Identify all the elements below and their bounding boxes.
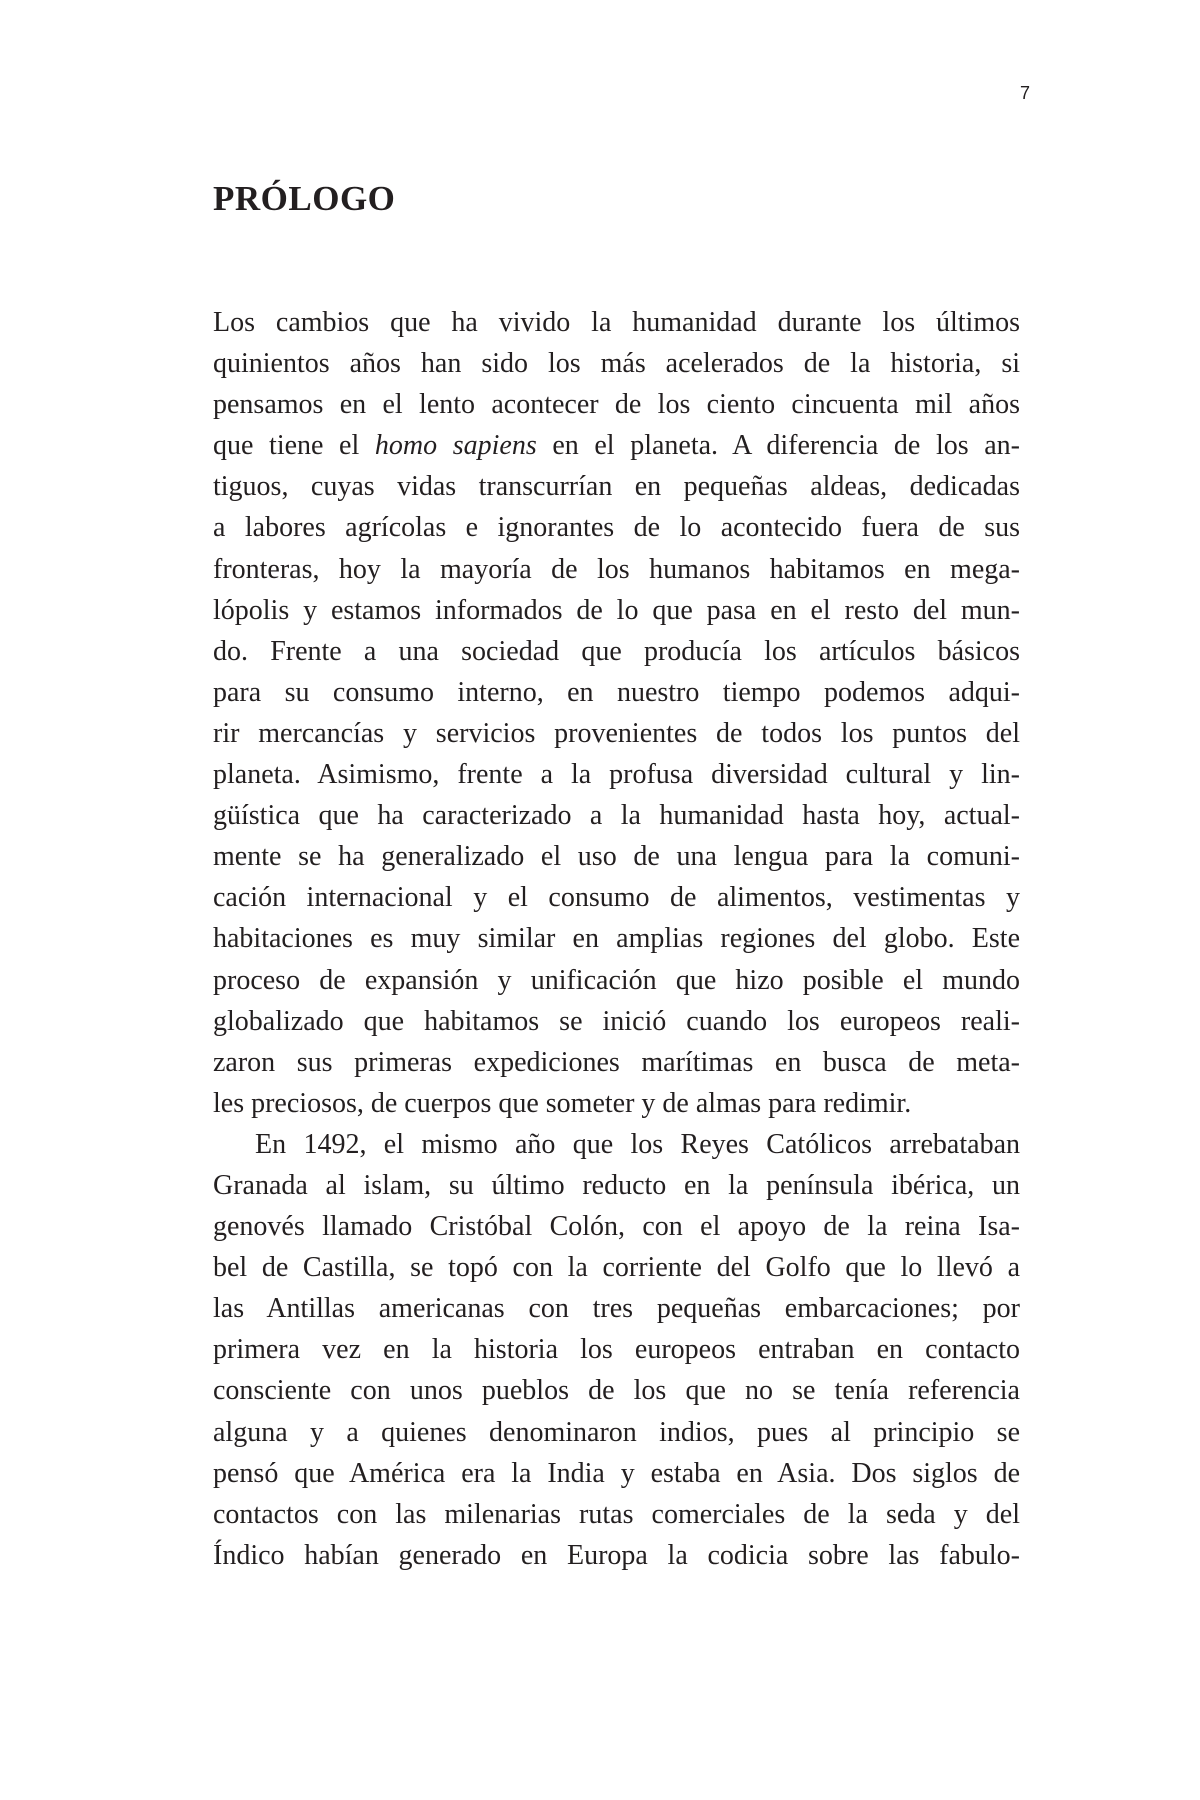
text-line: quinientos años han sido los más acelerados de la historia, si [213, 348, 1020, 380]
text-line: En 1492, el mismo año que los Reyes Católicos arrebataban [255, 1128, 1020, 1160]
text-line: zaron sus primeras expediciones marítimas en busca de meta- [213, 1046, 1020, 1078]
text-line: rir mercancías y servicios provenientes de todos los puntos del [213, 717, 1020, 749]
text-line: las Antillas americanas con tres pequeñas embarcaciones; por [213, 1293, 1020, 1325]
text-line: habitaciones es muy similar en amplias regiones del globo. Este [213, 923, 1020, 955]
text-line: güística que ha caracterizado a la humanidad hasta hoy, actual- [213, 800, 1020, 832]
text-line: cación internacional y el consumo de alimentos, vestimentas y [213, 882, 1020, 914]
body-text [213, 302, 1020, 1576]
text-segment: que tiene el [213, 430, 375, 462]
text-segment: en el planeta. A diferencia de los an- [536, 430, 1020, 462]
text-line: bel de Castilla, se topó con la corriente del Golfo que lo llevó a [213, 1252, 1020, 1284]
text-line: do. Frente a una sociedad que producía los artículos básicos [213, 635, 1020, 667]
text-line: consciente con unos pueblos de los que no se tenía referencia [213, 1375, 1020, 1407]
text-line: proceso de expansión y unificación que hizo posible el mundo [213, 964, 1020, 996]
text-line: les preciosos, de cuerpos que someter y de almas para redimir. [213, 1087, 912, 1119]
text-line: Los cambios que ha vivido la humanidad durante los últimos [213, 307, 1020, 338]
text-line: globalizado que habitamos se inició cuando los europeos reali- [213, 1005, 1020, 1037]
chapter-heading: PRÓLOGO [213, 179, 396, 218]
text-line: para su consumo interno, en nuestro tiempo podemos adqui- [213, 676, 1020, 708]
text-line: a labores agrícolas e ignorantes de lo acontecido fuera de sus [213, 512, 1020, 544]
italic-term: homo sapiens [374, 430, 537, 462]
text-line: contactos con las milenarias rutas comerciales de la seda y del [213, 1498, 1020, 1530]
text-line: pensamos en el lento acontecer de los ciento cincuenta mil años [213, 389, 1020, 421]
text-line [213, 425, 1020, 466]
text-line: mente se ha generalizado el uso de una lengua para la comuni- [213, 841, 1020, 873]
page-number: 7 [1019, 83, 1030, 103]
text-line: primera vez en la historia los europeos entraban en contacto [213, 1334, 1020, 1366]
text-line: tiguos, cuyas vidas transcurrían en pequeñas aldeas, dedicadas [213, 471, 1020, 503]
paragraph [213, 302, 1020, 1124]
text-line: fronteras, hoy la mayoría de los humanos habitamos en mega- [213, 553, 1020, 585]
text-line: planeta. Asimismo, frente a la profusa diversidad cultural y lin- [213, 759, 1020, 791]
text-line: Granada al islam, su último reducto en la península ibérica, un [213, 1169, 1020, 1201]
text-line: alguna y a quienes denominaron indios, pues al principio se [213, 1416, 1020, 1448]
text-line: pensó que América era la India y estaba en Asia. Dos siglos de [213, 1457, 1020, 1489]
text-line: genovés llamado Cristóbal Colón, con el apoyo de la reina Isa- [213, 1211, 1020, 1243]
text-line: lópolis y estamos informados de lo que pasa en el resto del mun- [213, 594, 1020, 626]
text-line: Índico habían generado en Europa la codicia sobre las fabulo- [213, 1539, 1020, 1571]
paragraph [213, 1124, 1020, 1576]
